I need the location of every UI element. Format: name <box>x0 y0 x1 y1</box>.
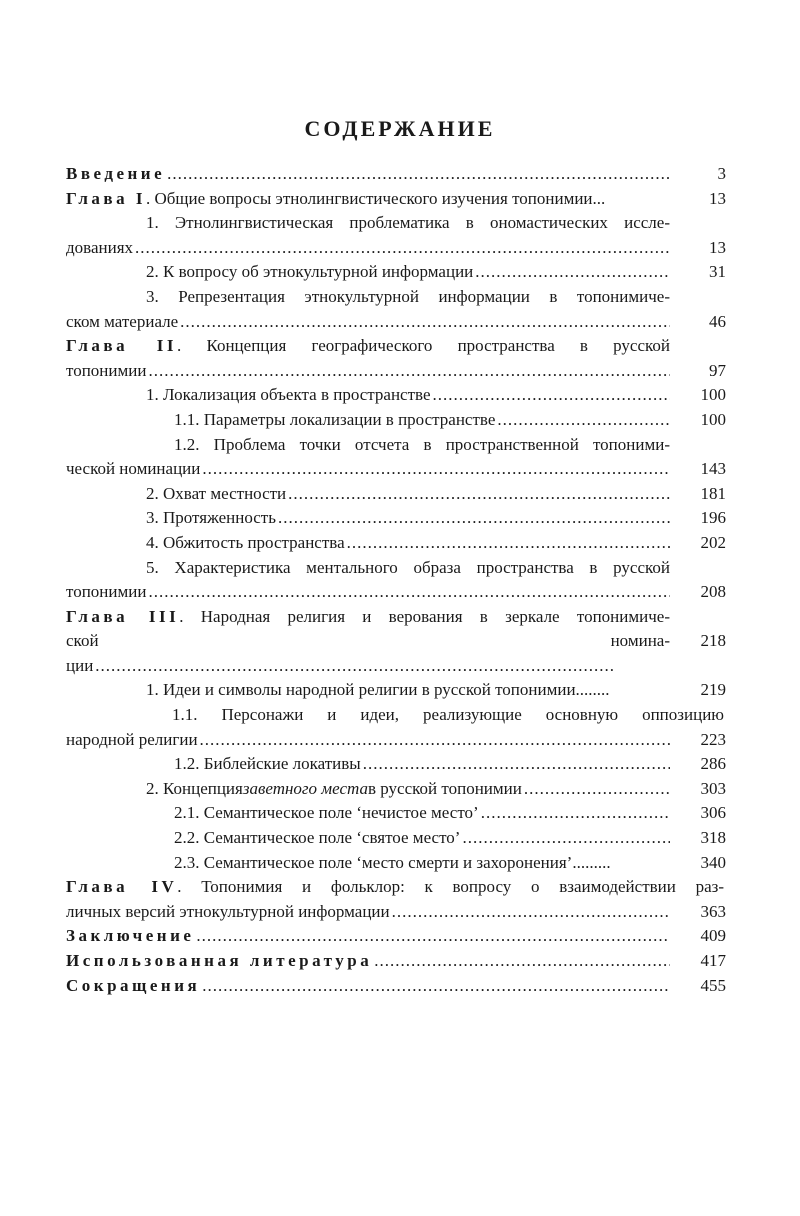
leader-dots <box>347 531 670 556</box>
leader-dots <box>278 506 670 531</box>
toc-entry-title: 5. Характеристика ментального образа пространства в русской <box>146 557 670 577</box>
leader-dots <box>475 260 670 285</box>
toc-entry-3-2-2[interactable] <box>66 826 734 851</box>
toc-entry-abbreviations[interactable] <box>66 974 734 999</box>
toc-entry-title: 2.2. Семантическое поле ‘святое место’ <box>174 828 461 848</box>
toc-entry-conclusion[interactable] <box>66 924 734 949</box>
toc-entry-chapter-3[interactable] <box>66 605 734 679</box>
page-number: 202 <box>700 532 726 552</box>
page-number: 286 <box>700 754 726 774</box>
chapter-label: Глава IV <box>66 877 178 897</box>
toc-entry-title-cont: ской <box>66 631 99 651</box>
leader-dots <box>524 777 670 802</box>
toc-entry-title: 4. Обжитость пространства <box>146 532 345 552</box>
leader-dots <box>148 580 670 605</box>
toc-entry-2-5[interactable] <box>66 556 734 605</box>
toc-entry-title: 1. Локализация объекта в пространстве <box>146 385 431 405</box>
toc-entry-3-1-2[interactable] <box>66 752 734 777</box>
toc-entry-2-2[interactable] <box>66 482 734 507</box>
page-number: 340 <box>700 852 726 872</box>
toc-entry-2-3[interactable] <box>66 506 734 531</box>
page-number: 13 <box>709 188 726 208</box>
toc-entry-2-4[interactable] <box>66 531 734 556</box>
toc-entry-title-cont: ции <box>66 655 94 675</box>
page-number: 218 <box>700 631 726 651</box>
toc-entry-title: 2. Концепция <box>146 778 243 798</box>
toc-entry-chapter-2[interactable] <box>66 334 734 383</box>
toc-entry-3-2-3[interactable] <box>66 851 734 876</box>
toc-entry-title: 1. Идеи и символы народной религии в русской топонимии........ <box>146 680 610 700</box>
toc-entry-title-cont: народной религии <box>66 729 198 749</box>
toc-entry-1-1[interactable] <box>66 211 734 260</box>
toc-entry-1-3[interactable] <box>66 285 734 334</box>
toc-entry-title-cont: в русской топонимии <box>368 778 522 798</box>
toc-entry-title: . Общие вопросы этнолингвистического изучения топонимии... <box>145 188 606 208</box>
page-number: 97 <box>709 360 726 380</box>
page-number: 363 <box>700 901 726 921</box>
page-number: 143 <box>700 459 726 479</box>
leader-dots <box>95 654 614 679</box>
page-number: 13 <box>709 237 726 257</box>
leader-dots <box>167 162 670 187</box>
chapter-label: Глава III <box>66 606 180 626</box>
chapter-label: Глава I <box>66 188 146 208</box>
toc-entry-introduction[interactable] <box>66 162 734 187</box>
toc-entry-title: Заключение <box>66 926 195 946</box>
leader-dots <box>135 236 670 261</box>
page-number: 31 <box>709 262 726 282</box>
toc-entry-1-2[interactable] <box>66 260 734 285</box>
toc-entry-title: 2.3. Семантическое поле ‘место смерти и захоронения’......... <box>174 852 611 872</box>
page-number: 455 <box>700 975 726 995</box>
leader-dots <box>374 949 670 974</box>
leader-dots <box>433 383 670 408</box>
toc-entry-title: 2. К вопросу об этнокультурной информации <box>146 262 474 282</box>
leader-dots <box>481 801 670 826</box>
toc-entry-title: . Топонимия и фольклор: к вопросу о взаимодействии раз- <box>177 877 724 897</box>
page-number: 409 <box>700 926 726 946</box>
toc-entry-title-cont: личных версий этнокультурной информации <box>66 901 390 921</box>
page-number: 3 <box>717 164 726 183</box>
toc-entry-title-cont: ском материале <box>66 311 179 331</box>
leader-dots <box>180 310 670 335</box>
page-number: 208 <box>700 582 726 602</box>
page-number: 100 <box>700 385 726 405</box>
page-number: 181 <box>700 483 726 503</box>
toc-entry-title: 2. Охват местности <box>146 483 287 503</box>
leader-dots <box>392 900 670 925</box>
toc-entry-title-italic: заветного места <box>242 778 368 798</box>
toc-entry-title: 2.1. Семантическое поле ‘нечистое место’ <box>174 803 479 823</box>
toc-entry-3-1[interactable] <box>66 678 734 703</box>
toc-entry-title: 1.1. Параметры локализации в пространстве <box>174 409 496 429</box>
leader-dots <box>363 752 670 777</box>
page-number: 303 <box>700 778 726 798</box>
toc-entry-3-2-1[interactable] <box>66 801 734 826</box>
page-number: 318 <box>700 828 726 848</box>
page-number: 417 <box>700 951 726 970</box>
toc-entry-title-cont: топонимии <box>66 360 147 380</box>
toc-entry-2-1-2[interactable] <box>66 433 734 482</box>
leader-dots <box>202 457 670 482</box>
toc-entry-chapter-1[interactable] <box>66 187 734 212</box>
toc-entry-title: . Народная религия и верования в зеркале топонимиче- <box>179 606 670 626</box>
toc-entry-2-1[interactable] <box>66 383 734 408</box>
page-title: СОДЕРЖАНИЕ <box>304 116 496 141</box>
toc-entry-title-cont: топонимии <box>66 582 147 602</box>
toc-entry-chapter-4[interactable] <box>66 875 734 924</box>
toc-entry-title: 1.1. Персонажи и идеи, реализующие основную оппозицию <box>172 705 724 725</box>
leader-dots <box>497 408 670 433</box>
toc-entry-title: Сокращения <box>66 975 201 995</box>
toc-page <box>66 0 734 1216</box>
toc-entry-title: 1.2. Проблема точки отсчета в пространственной топоними- <box>174 434 670 454</box>
toc-entry-title: 1. Этнолингвистическая проблематика в ономастических иссле- <box>146 213 670 233</box>
leader-dots <box>196 924 670 949</box>
toc-entry-bibliography[interactable] <box>66 949 734 974</box>
page-number: 100 <box>700 409 726 429</box>
page-number: 196 <box>700 508 726 528</box>
page-number: 223 <box>700 729 726 749</box>
toc-entry-3-2[interactable] <box>66 777 734 802</box>
toc-entry-title: 3. Протяженность <box>146 508 276 528</box>
leader-dots <box>288 482 670 507</box>
toc-entry-title: . Концепция географического пространства в русской <box>177 336 670 356</box>
toc-entry-title-cont: ческой номинации <box>66 459 201 479</box>
toc-entry-title: 1.2. Библейские локативы <box>174 754 361 774</box>
toc-entry-title-cont: номина- <box>610 631 670 651</box>
page-number: 219 <box>700 680 726 700</box>
toc-entry-3-1-1[interactable] <box>66 703 734 752</box>
leader-dots <box>202 974 670 999</box>
toc-entry-2-1-1[interactable] <box>66 408 734 433</box>
toc-entry-title: Введение <box>66 164 166 183</box>
chapter-label: Глава II <box>66 336 178 356</box>
toc-entry-title: Использованная литература <box>66 951 373 970</box>
leader-dots <box>200 728 670 753</box>
page-number: 46 <box>709 311 726 331</box>
leader-dots <box>462 826 670 851</box>
table-of-contents <box>66 162 734 998</box>
leader-dots <box>148 359 670 384</box>
toc-entry-title: 3. Репрезентация этнокультурной информации в топонимиче- <box>146 286 670 306</box>
toc-entry-title-cont: дованиях <box>66 237 134 257</box>
page-number: 306 <box>700 803 726 823</box>
